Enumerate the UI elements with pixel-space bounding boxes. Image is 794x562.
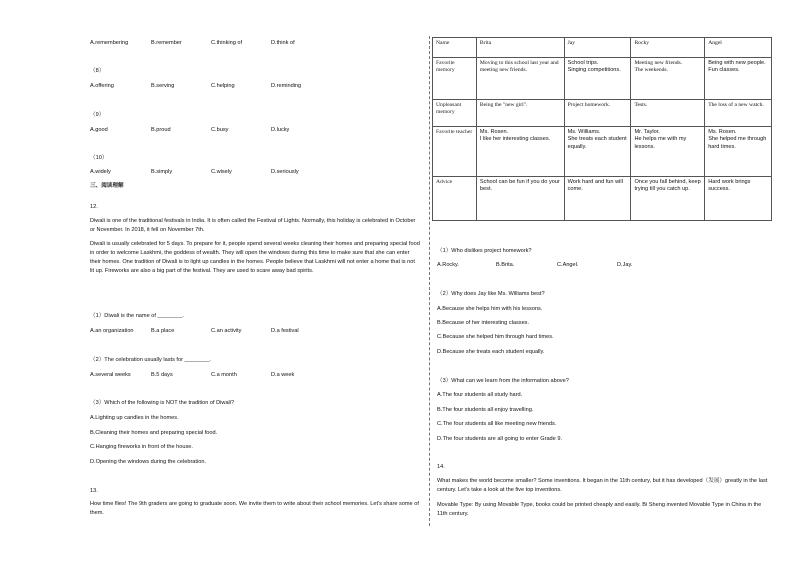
q10-option-d[interactable]: D.seriously [271,169,299,175]
table-cell: Being with new people. Fun classes. [705,58,772,100]
q7-option-b[interactable]: B.remember [151,40,182,46]
p12-q2-option-c[interactable]: C.a month [211,372,237,378]
p13-q3-option-d[interactable]: D.The four students are all going to enter Grade 9. [437,436,562,442]
passage-12-q2-stem: （2）The celebration usually lasts for ________. [90,357,211,363]
table-header-cell: Rocky [631,38,705,58]
p12-q1-option-a[interactable]: A.an organization [90,328,134,334]
table-row-favorite-memory [433,58,772,100]
q9-number: （9） [90,112,105,118]
table-header-cell: Jay [564,38,631,58]
p13-q1-option-b[interactable]: B.Brita. [496,262,515,268]
q10-option-b[interactable]: B.simply [151,169,173,175]
table-cell: Mr. Taylor. He helps me with my lessons. [631,127,705,177]
table-cell: Once you fall behind, keep trying till you catch up. [631,177,705,221]
p12-q1-option-b[interactable]: B.a place [151,328,175,334]
table-row-unpleasant-memory [433,100,772,127]
table-cell: School trips. Singing competitions. [564,58,631,100]
table-cell: Ms. Rosen. She helped me through hard times. [705,127,772,177]
q7-option-c[interactable]: C.thinking of [211,40,243,46]
q9-option-c[interactable]: C.busy [211,127,229,133]
passage-12-q1-stem: （1）Diwali is the name of ________. [90,313,184,319]
q8-option-a[interactable]: A.offering [90,83,114,89]
table-cell: Tests. [631,100,705,127]
table-header-cell: Angel [705,38,772,58]
table-cell: Being the "new girl". [476,100,564,127]
table-header-cell: Name [433,38,477,58]
row-label: Favorite teacher [433,127,477,177]
p12-q3-option-d[interactable]: D.Opening the windows during the celebration. [90,459,206,465]
q10-option-a[interactable]: A.widely [90,169,111,175]
passage-14-paragraph-2: Movable Type: By using Movable Type, books could be printed cheaply and easily. Bi Sheng invented Movable Type in China in the 11th century. [437,502,762,517]
p13-q2-option-c[interactable]: C.Because she helped him through hard times. [437,334,554,340]
table-header-cell: Brita [476,38,564,58]
p13-q3-option-c[interactable]: C.The four students all like meeting new friends. [437,421,557,427]
section-title: 三、阅读理解 [90,183,124,189]
table-header-row [433,38,772,58]
memories-table [432,37,772,221]
q9-option-b[interactable]: B.proud [151,127,171,133]
q7-option-d[interactable]: D.think of [271,40,295,46]
q10-option-c[interactable]: C.wisely [211,169,232,175]
row-label: Unpleasant memory [433,100,477,127]
q9-option-d[interactable]: D.lucky [271,127,290,133]
passage-12-paragraph-2: Diwali is usually celebrated for 5 days. To prepare for it, people spend several weeks cleaning their homes and preparing special food in order to welcome Laskhmi, the goddess of wealth. They will open the windows during this time to make sure that she can enter their homes. One tradition of Diwali is to light up candles in the homes. People believe that Laskhmi will not enter a home that is not lit up. Fireworks are also a big part of the festival. They are used to scare away bad spirits. [90,241,420,274]
q8-option-b[interactable]: B.serving [151,83,175,89]
q8-option-d[interactable]: D.reminding [271,83,302,89]
p13-q1-option-d[interactable]: D.Jay. [617,262,633,268]
row-label: Advice [433,177,477,221]
table-cell: Moving to this school last year and meeting new friends. [476,58,564,100]
table-cell: School can be fun if you do your best. [476,177,564,221]
passage-13-paragraph: How time flies! The 9th graders are going to graduate soon. We invite them to write about their school memories. Let's share some of them. [90,501,419,516]
table-cell: Meeting new friends. The weekends. [631,58,705,100]
passage-13-q3-stem: （3）What can we learn from the information above? [437,378,569,384]
p12-q2-option-b[interactable]: B.5 days [151,372,173,378]
passage-13-number: 13. [90,488,98,494]
p13-q2-option-d[interactable]: D.Because she treats each student equally. [437,349,545,355]
passage-14-paragraph-1: What makes the world become smaller? Some inventions. It began in the 11th century, but it has developed（发展）greatly in the last century. Let's take a look at the five top inventions. [437,478,768,493]
p12-q2-option-a[interactable]: A.several weeks [90,372,131,378]
passage-13-q2-stem: （2）Why does Jay like Ms. Williams best? [437,291,545,297]
p13-q2-option-a[interactable]: A.Because she helps him with his lessons. [437,306,543,312]
q8-option-c[interactable]: C.helping [211,83,235,89]
p12-q3-option-c[interactable]: C.Hanging fireworks in front of the house. [90,444,193,450]
table-cell: Project homework. [564,100,631,127]
table-cell: Ms. Williams. She treats each student equally. [564,127,631,177]
q9-option-a[interactable]: A.good [90,127,108,133]
q7-option-a[interactable]: A.remembering [90,40,129,46]
table-cell: Work hard and fun will come. [564,177,631,221]
p12-q3-option-b[interactable]: B.Cleaning their homes and preparing special food. [90,430,218,436]
passage-12-q3-stem: （3）Which of the following is NOT the tradition of Diwali? [90,400,235,406]
p13-q1-option-a[interactable]: A.Rocky. [437,262,459,268]
q8-number: （8） [90,68,105,74]
column-divider [429,36,430,526]
table-row-favorite-teacher [433,127,772,177]
row-label: Favorite memory [433,58,477,100]
p13-q1-option-c[interactable]: C.Angel. [557,262,579,268]
table-cell: The loss of a new watch. [705,100,772,127]
p12-q1-option-d[interactable]: D.a festival [271,328,299,334]
q10-number: （10） [90,155,108,161]
table-row-advice [433,177,772,221]
p13-q2-option-b[interactable]: B.Because of her interesting classes. [437,320,530,326]
passage-12-paragraph-1: Diwali is one of the traditional festivals in India. It is often called the Festival of Lights. Normally, this holiday is celebrated in October or November. In 2018, it fell on November 7th. [90,218,416,233]
passage-12-number: 12. [90,204,98,210]
p12-q3-option-a[interactable]: A.Lighting up candles in the homes. [90,415,179,421]
table-cell: Ms. Rosen. I like her interesting classes. [476,127,564,177]
p12-q1-option-c[interactable]: C.an activity [211,328,242,334]
p13-q3-option-a[interactable]: A.The four students all study hard. [437,392,523,398]
p12-q2-option-d[interactable]: D.a week [271,372,295,378]
table-cell: Hard work brings success. [705,177,772,221]
passage-14-number: 14. [437,464,445,470]
passage-13-q1-stem: （1）Who dislikes project homework? [437,248,532,254]
p13-q3-option-b[interactable]: B.The four students all enjoy travelling. [437,407,534,413]
